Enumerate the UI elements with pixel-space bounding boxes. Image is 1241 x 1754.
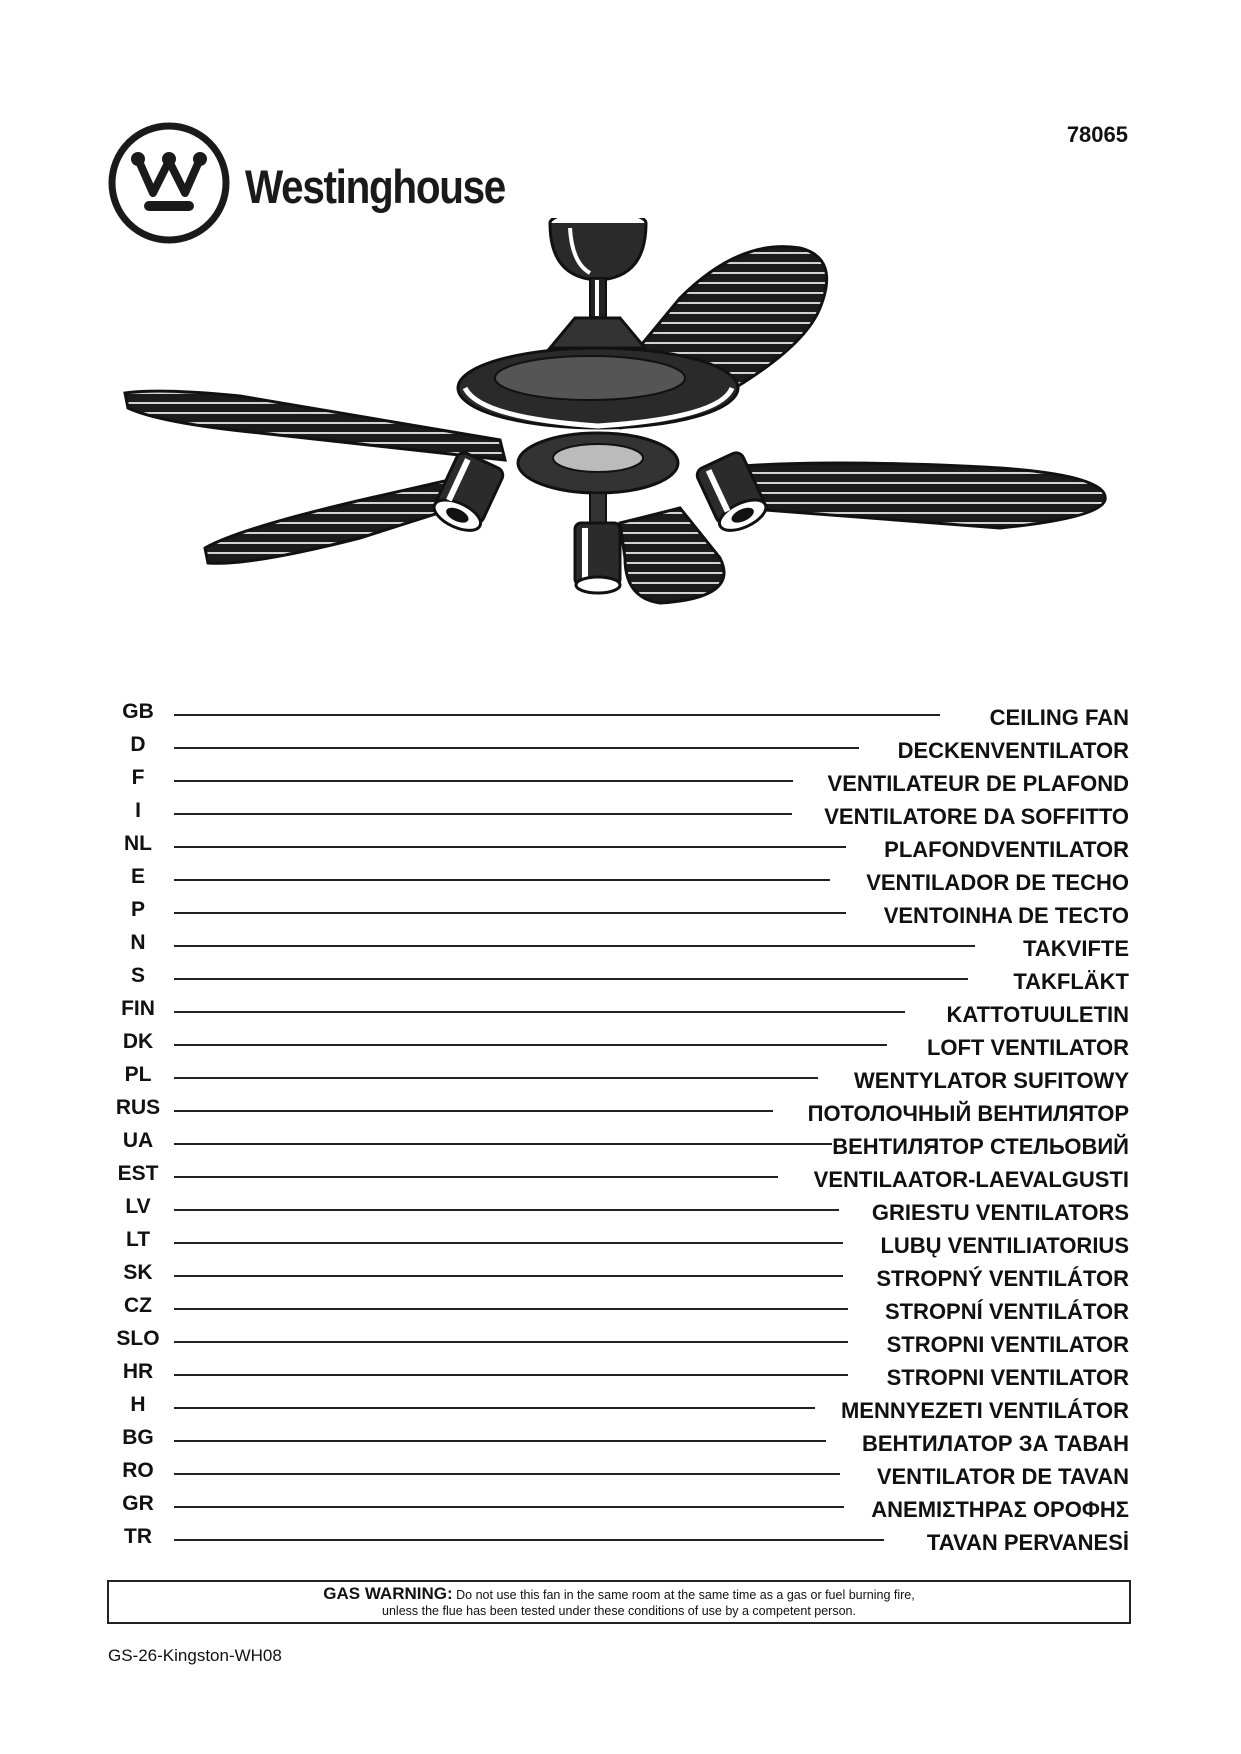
leader-line <box>174 1539 884 1541</box>
leader-line <box>174 945 975 947</box>
product-name-translation: DECKENVENTILATOR <box>897 738 1129 763</box>
language-row <box>0 931 1241 965</box>
leader-line <box>174 1110 773 1112</box>
product-name-translation: CEILING FAN <box>989 705 1129 730</box>
language-row <box>0 964 1241 998</box>
language-row <box>0 1492 1241 1526</box>
language-row <box>0 898 1241 932</box>
language-row <box>0 865 1241 899</box>
language-code: SLO <box>116 1327 160 1350</box>
language-row <box>0 1030 1241 1064</box>
language-code: E <box>130 865 145 888</box>
language-code: LT <box>125 1228 151 1251</box>
language-code: P <box>130 898 145 921</box>
leader-line <box>174 747 859 749</box>
leader-line <box>174 1308 848 1310</box>
gas-warning-title: GAS WARNING: <box>323 1584 453 1603</box>
product-name-translation: MENNYEZETI VENTILÁTOR <box>840 1398 1129 1423</box>
product-name-translation: GRIESTU VENTILATORS <box>871 1200 1129 1225</box>
language-code: RO <box>122 1459 154 1482</box>
language-row <box>0 1525 1241 1559</box>
language-row <box>0 1162 1241 1196</box>
leader-line <box>174 1176 778 1178</box>
product-name-translation: ВЕНТИЛАТОР ЗА ТАВАН <box>861 1431 1129 1456</box>
language-code: DK <box>122 1030 154 1053</box>
leader-line <box>174 1044 887 1046</box>
leader-line <box>174 1473 840 1475</box>
product-name-translation: STROPNI VENTILATOR <box>886 1332 1129 1357</box>
product-name-translation: VENTILAATOR-LAEVALGUSTI <box>813 1167 1129 1192</box>
language-row <box>0 700 1241 734</box>
product-name-translation: TAKFLÄKT <box>1013 969 1129 994</box>
language-row <box>0 1294 1241 1328</box>
product-name-translation: STROPNI VENTILATOR <box>886 1365 1129 1390</box>
language-code: I <box>135 799 141 822</box>
leader-line <box>174 1242 843 1244</box>
brand-name: Westinghouse <box>245 160 506 213</box>
language-code: NL <box>124 832 152 855</box>
leader-line <box>174 1374 848 1376</box>
leader-line <box>174 1440 826 1442</box>
product-name-translation: KATTOTUULETIN <box>946 1002 1129 1027</box>
language-row <box>0 733 1241 767</box>
language-row <box>0 799 1241 833</box>
model-number: 78065 <box>1066 122 1128 147</box>
language-row <box>0 766 1241 800</box>
language-row <box>0 1063 1241 1097</box>
language-row <box>0 997 1241 1031</box>
language-row <box>0 1129 1241 1163</box>
gas-warning-box <box>107 1580 1131 1624</box>
leader-line <box>174 1341 848 1343</box>
language-code: BG <box>122 1426 154 1449</box>
language-row <box>0 1426 1241 1460</box>
language-row <box>0 1327 1241 1361</box>
language-row <box>0 832 1241 866</box>
language-code: CZ <box>124 1294 152 1317</box>
language-row <box>0 1459 1241 1493</box>
language-code: N <box>130 931 146 954</box>
product-name-translation: VENTOINHA DE TECTO <box>883 903 1129 928</box>
product-name-translation: VENTILATORE DA SOFFITTO <box>824 804 1129 829</box>
product-name-translation: WENTYLATOR SUFITOWY <box>854 1068 1129 1093</box>
language-row <box>0 1360 1241 1394</box>
language-code: EST <box>117 1162 159 1185</box>
leader-line <box>174 879 830 881</box>
ceiling-fan-illustration <box>120 218 1130 688</box>
leader-line <box>174 912 846 914</box>
language-code: SK <box>123 1261 153 1284</box>
language-code: HR <box>122 1360 154 1383</box>
product-name-translation: STROPNÍ VENTILÁTOR <box>884 1299 1129 1324</box>
language-row <box>0 1261 1241 1295</box>
gas-warning-line2: unless the flue has been tested under these conditions of use by a competent person. <box>382 1604 856 1618</box>
leader-line <box>174 1209 839 1211</box>
language-code: FIN <box>121 997 155 1020</box>
leader-line <box>174 714 940 716</box>
product-name-translation: VENTILATEUR DE PLAFOND <box>827 771 1129 796</box>
language-code: F <box>131 766 145 789</box>
document-code: GS-26-Kingston-WH08 <box>108 1646 282 1665</box>
language-row <box>0 1195 1241 1229</box>
product-name-translation: VENTILATOR DE TAVAN <box>876 1464 1129 1489</box>
language-row <box>0 1393 1241 1427</box>
language-row <box>0 1096 1241 1130</box>
language-code: TR <box>124 1525 152 1548</box>
language-code: LV <box>125 1195 151 1218</box>
leader-line <box>174 978 968 980</box>
product-name-translation: ПОТОЛОЧНЫЙ ВЕНТИЛЯТОР <box>807 1101 1129 1126</box>
leader-line <box>174 846 846 848</box>
product-name-translation: TAVAN PERVANESİ <box>926 1530 1129 1555</box>
product-name-translation: STROPNÝ VENTILÁTOR <box>876 1266 1129 1291</box>
leader-line <box>174 1143 832 1145</box>
leader-line <box>174 813 792 815</box>
leader-line <box>174 780 793 782</box>
leader-line <box>174 1275 843 1277</box>
product-name-translation: VENTILADOR DE TECHO <box>866 870 1129 895</box>
leader-line <box>174 1077 818 1079</box>
product-name-translation: ВЕНТИЛЯТОР СТЕЛЬОВИЙ <box>832 1134 1129 1159</box>
language-code: S <box>130 964 145 987</box>
language-code: GB <box>122 700 154 723</box>
language-code: UA <box>122 1129 154 1152</box>
language-code: H <box>130 1393 146 1416</box>
leader-line <box>174 1506 844 1508</box>
product-name-translation: PLAFONDVENTILATOR <box>884 837 1129 862</box>
product-name-translation: LUBŲ VENTILIATORIUS <box>880 1233 1129 1258</box>
leader-line <box>174 1011 905 1013</box>
language-code: PL <box>124 1063 152 1086</box>
language-code: D <box>130 733 146 756</box>
product-name-translation: LOFT VENTILATOR <box>926 1035 1129 1060</box>
gas-warning-line1: Do not use this fan in the same room at the same time as a gas or fuel burning fire, <box>456 1588 915 1602</box>
product-name-translation: ΑΝΕΜΙΣΤΗΡΑΣ ΟΡΟΦΗΣ <box>871 1497 1129 1522</box>
language-code: RUS <box>115 1096 161 1119</box>
language-code: GR <box>122 1492 154 1515</box>
language-row <box>0 1228 1241 1262</box>
product-name-translation: TAKVIFTE <box>1023 936 1129 961</box>
leader-line <box>174 1407 815 1409</box>
